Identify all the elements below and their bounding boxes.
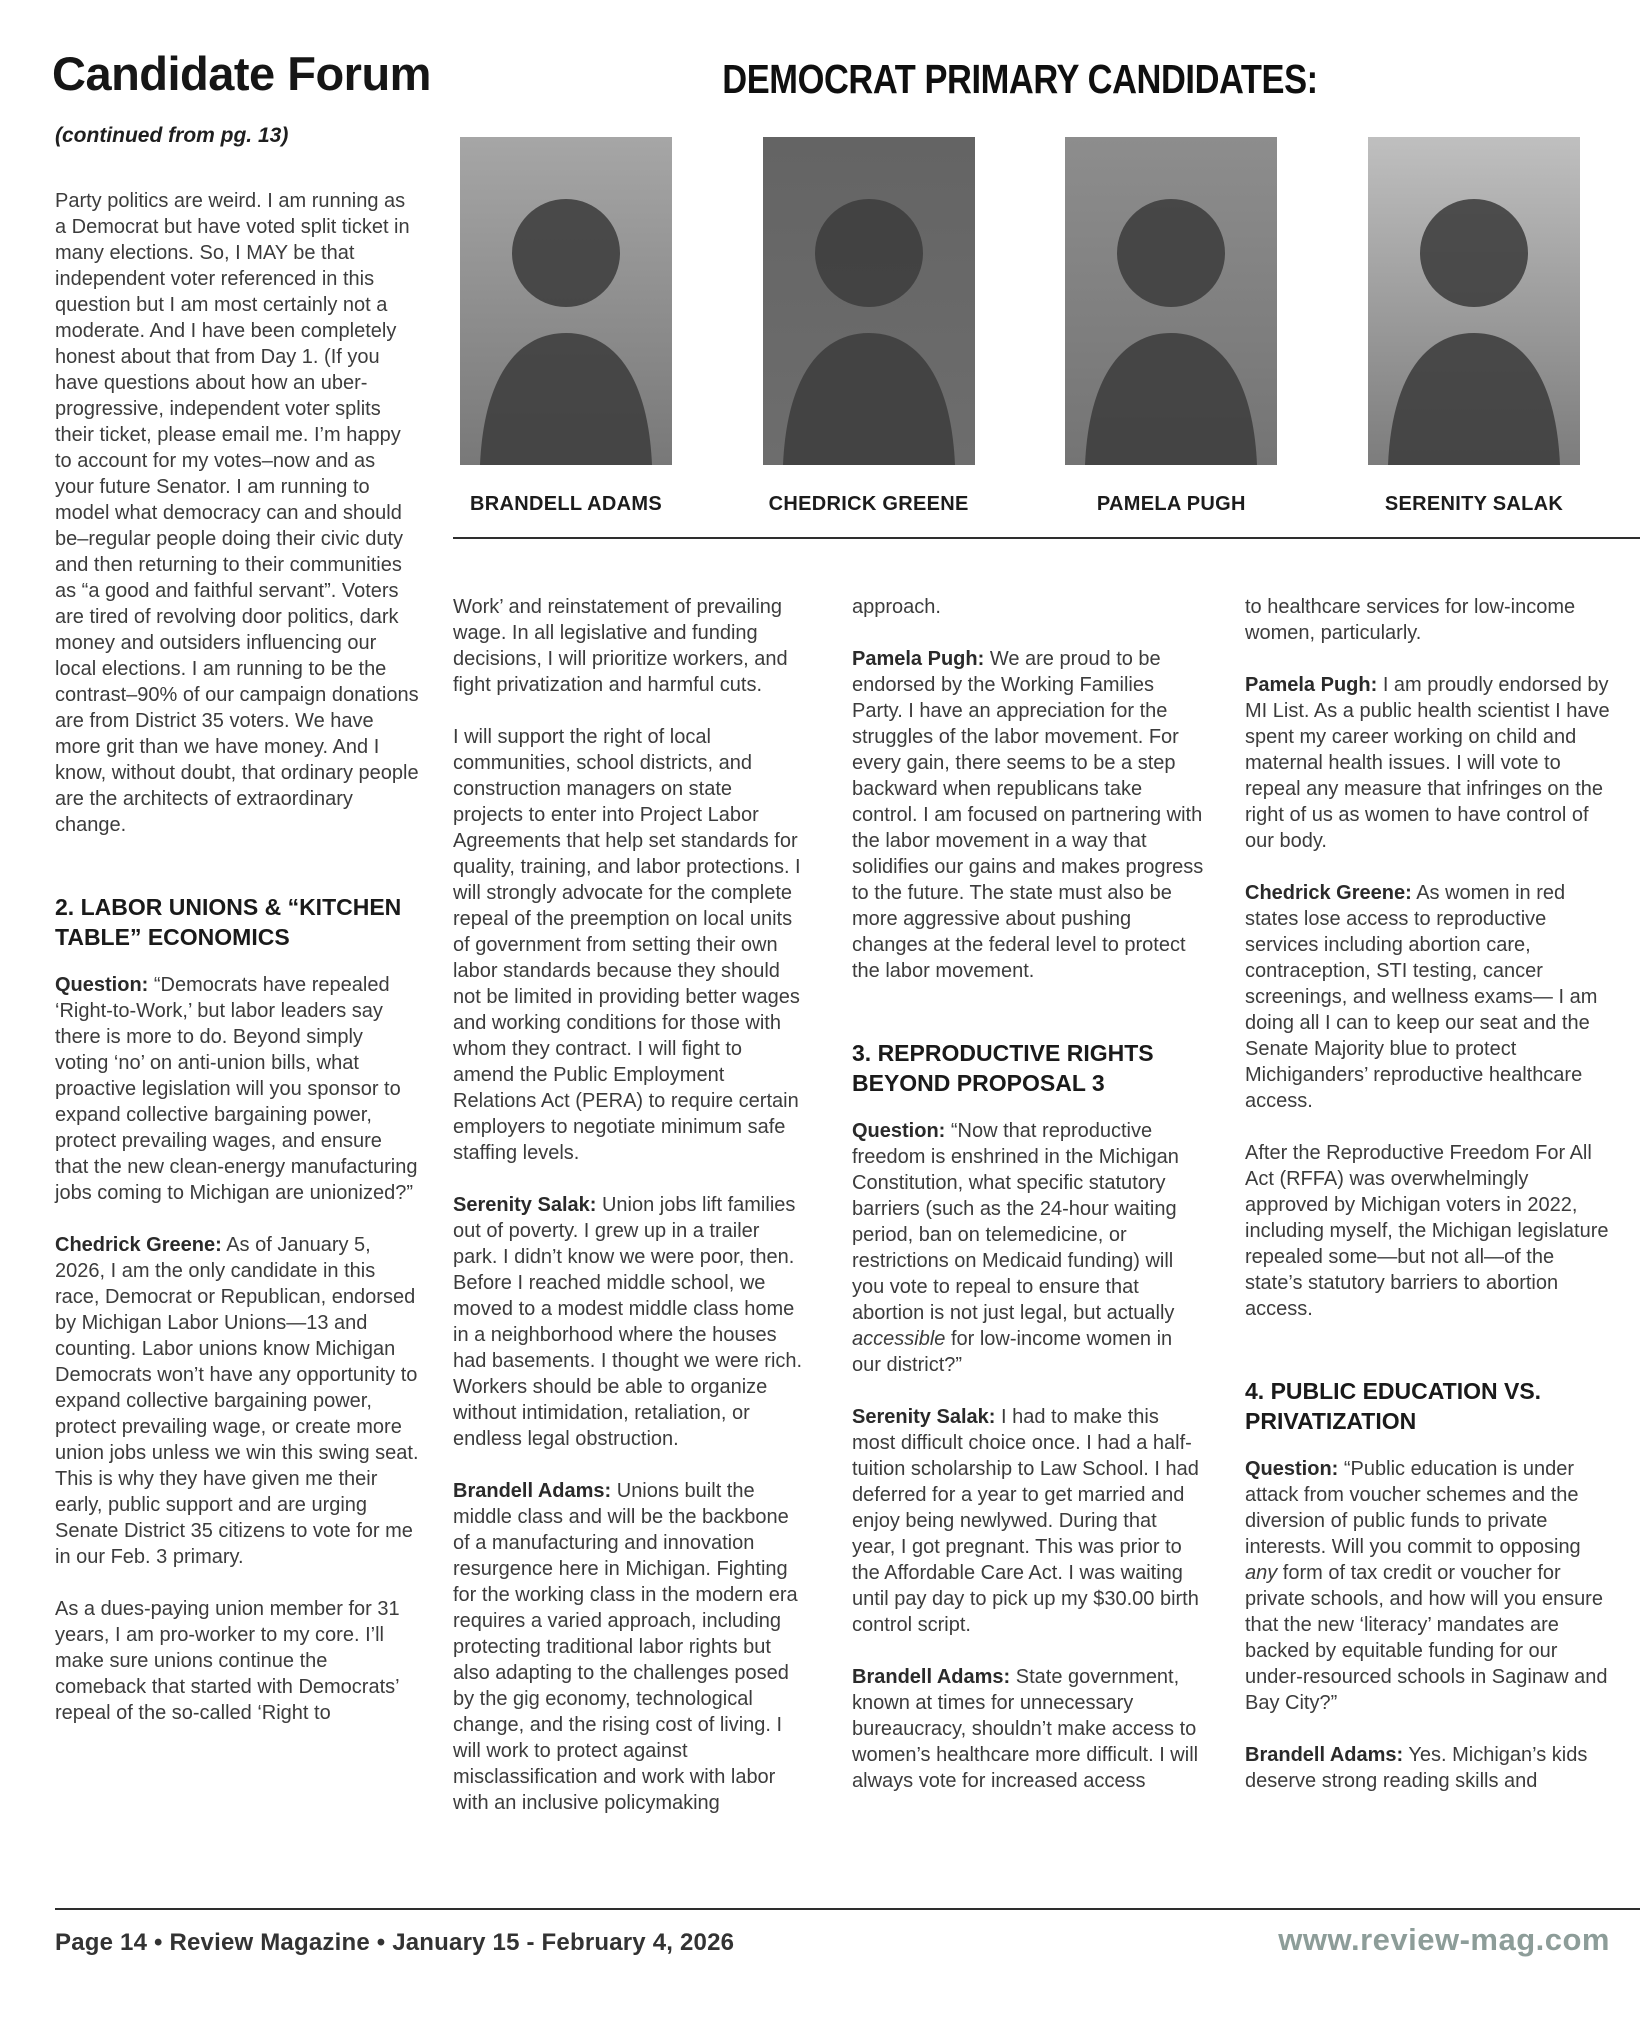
text-segment: Question: bbox=[55, 974, 149, 996]
candidate-name: BRANDELL ADAMS bbox=[470, 493, 662, 515]
text-segment: After the Reproductive Freedom For All Act (RFFA) was overwhelmingly approved by Michigan voters in 2022, including myself, the Michigan legislature repealed some—but not all—of the state’s statutory barriers to abortion access. bbox=[1245, 1142, 1609, 1320]
footer-page-info: Page 14 • Review Magazine • January 15 - February 4, 2026 bbox=[55, 1929, 735, 1956]
paragraph bbox=[55, 1596, 419, 1726]
paragraph bbox=[55, 972, 419, 1206]
text-segment: “Democrats have repealed ‘Right-to-Work,’ but labor leaders say there is more to do. Beyond simply voting ‘no’ on anti-union bills, what proactive legislation will you sponsor to expand collective bargaining power, protect prevailing wages, and ensure that the new clean-energy manufacturing jobs coming to Michigan are unionized?” bbox=[55, 974, 418, 1204]
text-segment: Serenity Salak: bbox=[852, 1406, 996, 1428]
section-heading: 4. PUBLIC EDUCATION VS. PRIVATIZATION bbox=[1245, 1378, 1542, 1434]
text-segment: Brandell Adams: bbox=[1245, 1744, 1404, 1766]
candidate-cell bbox=[1368, 137, 1580, 516]
person-silhouette-icon bbox=[460, 137, 672, 465]
text-segment: Question: bbox=[1245, 1458, 1339, 1480]
candidate-name: SERENITY SALAK bbox=[1384, 493, 1564, 515]
paragraph bbox=[1245, 1140, 1613, 1322]
text-segment: I will support the right of local communities, school districts, and construction managers on state projects to enter into Project Labor Agreements that help set standards for quality, training, and labor protections. I will strongly advocate for the complete repeal of the preemption on local units of government from setting their own labor standards because they should not be limited in providing better wages and working conditions for those with whom they contract. I will fight to amend the Public Employment Relations Act (PERA) to require certain employers to negotiate minimum safe staffing levels. bbox=[453, 726, 801, 1164]
candidate-name: CHEDRICK GREENE bbox=[768, 493, 969, 515]
column-3 bbox=[852, 594, 1204, 1820]
text-segment: “Public education is under attack from voucher schemes and the diversion of public funds to private interests. Will you commit to opposing bbox=[1245, 1458, 1581, 1558]
person-silhouette-icon bbox=[763, 137, 975, 465]
text-segment: Pamela Pugh: bbox=[852, 648, 985, 670]
text-segment: I am proudly endorsed by MI List. As a public health scientist I have spent my career working on child and maternal health issues. I will vote to repeal any measure that infringes on the right of us as women to have control of our body. bbox=[1245, 674, 1610, 852]
candidates-row bbox=[460, 137, 1580, 516]
candidate-cell bbox=[1065, 137, 1277, 516]
paragraph bbox=[852, 594, 1204, 620]
person-silhouette-icon bbox=[1065, 137, 1277, 465]
page-title: Candidate Forum bbox=[52, 47, 431, 100]
paragraph bbox=[852, 646, 1204, 984]
footer-divider bbox=[55, 1908, 1640, 1910]
candidate-photo bbox=[460, 137, 672, 465]
text-segment: As of January 5, 2026, I am the only candidate in this race, Democrat or Republican, endorsed by Michigan Labor Unions—13 and counting. Labor unions know Michigan Democrats won’t have any opportunity to expand collective bargaining power, protect prevailing wage, or create more union jobs unless we win this swing seat. This is why they have given me their early, public support and are urging Senate District 35 citizens to vote for me in our Feb. 3 primary. bbox=[55, 1234, 419, 1568]
text-segment: I had to make this most difficult choice once. I had a half-tuition scholarship to Law School. I had deferred for a year to get married and enjoy being newlywed. During that year, I got pregnant. This was prior to the Affordable Care Act. I was waiting until pay day to pick up my $30.00 birth control script. bbox=[852, 1406, 1199, 1636]
text-segment: Chedrick Greene: bbox=[55, 1234, 222, 1256]
text-segment: “Now that reproductive freedom is enshrined in the Michigan Constitution, what specific statutory barriers (such as the 24-hour waiting period, ban on telemedicine, or restrictions on Medicaid funding) will you vote to repeal to ensure that abortion is not just legal, but actually bbox=[852, 1120, 1179, 1324]
paragraph bbox=[453, 594, 805, 698]
text-segment: We are proud to be endorsed by the Working Families Party. I have an appreciation for the struggles of the labor movement. For every gain, there seems to be a step backward when republicans take control. I am focused on partnering with the labor movement in a way that solidifies our gains and makes progress to the future. The state must also be more aggressive about pushing changes at the federal level to protect the labor movement. bbox=[852, 648, 1204, 982]
text-segment: Pamela Pugh: bbox=[1245, 674, 1378, 696]
footer-website: www.review-mag.com bbox=[1278, 1922, 1610, 1957]
header-divider bbox=[453, 537, 1640, 539]
section-heading: 3. REPRODUCTIVE RIGHTS BEYOND PROPOSAL 3 bbox=[852, 1040, 1154, 1096]
paragraph bbox=[453, 724, 805, 1166]
paragraph bbox=[1245, 1742, 1613, 1794]
person-silhouette-icon bbox=[1368, 137, 1580, 465]
text-segment: Brandell Adams: bbox=[852, 1666, 1011, 1688]
column-2 bbox=[453, 594, 805, 1842]
text-segment: Brandell Adams: bbox=[453, 1480, 612, 1502]
continued-from-note: (continued from pg. 13) bbox=[55, 124, 289, 147]
text-segment: Question: bbox=[852, 1120, 946, 1142]
candidate-name: PAMELA PUGH bbox=[1096, 493, 1246, 515]
paragraph bbox=[55, 188, 419, 838]
column-4 bbox=[1245, 594, 1613, 1820]
paragraph bbox=[453, 1192, 805, 1452]
text-segment: Party politics are weird. I am running as a Democrat but have voted split ticket in many elections. So, I MAY be that independent voter referenced in this question but I am most certainly not a moderate. And I have been completely honest about that from Day 1. (If you have questions about how an uber-progressive, independent voter splits their ticket, please email me. I’m happy to account for my votes–now and as your future Senator. I am running to model what democracy can and should be–regular people doing their civic duty and then returning to their communities as “a good and faithful servant”. Voters are tired of revolving door politics, dark money and outsiders influencing our local elections. I am running to be the contrast–90% of our campaign donations are from District 35 voters. We have more grit than we have money. And I know, without doubt, that ordinary people are the architects of extraordinary change. bbox=[55, 190, 419, 836]
candidate-photo bbox=[1065, 137, 1277, 465]
text-segment: As women in red states lose access to reproductive services including abortion care, contraception, STI testing, cancer screenings, and wellness exams— I am doing all I can to keep our seat and the Senate Majority blue to protect Michiganders’ reproductive healthcare access. bbox=[1245, 882, 1598, 1112]
text-segment: accessible bbox=[852, 1328, 946, 1350]
paragraph bbox=[852, 1664, 1204, 1794]
text-segment: Union jobs lift families out of poverty. I grew up in a trailer park. I didn’t know we were poor, then. Before I reached middle school, we moved to a modest middle class home in a neighborhood where the houses had basements. I thought we were rich. Workers should be able to organize without intimidation, retaliation, or endless legal obstruction. bbox=[453, 1194, 803, 1450]
paragraph bbox=[55, 1232, 419, 1570]
text-segment: Unions built the middle class and will be the backbone of a manufacturing and innovation resurgence here in Michigan. Fighting for the working class in the modern era requires a varied approach, including protecting traditional labor rights but also adapting to the challenges posed by the gig economy, technological change, and the rising cost of living. I will work to protect against misclassification and work with labor with an inclusive policymaking bbox=[453, 1480, 798, 1814]
text-segment: approach. bbox=[852, 596, 941, 618]
paragraph bbox=[453, 1478, 805, 1816]
text-segment: Serenity Salak: bbox=[453, 1194, 597, 1216]
candidate-photo bbox=[1368, 137, 1580, 465]
candidates-section-header: DEMOCRAT PRIMARY CANDIDATES: bbox=[722, 56, 1318, 102]
text-segment: form of tax credit or voucher for private schools, and how will you ensure that the new ‘literacy’ mandates are backed by equitable funding for our under-resourced schools in Saginaw and Bay City?” bbox=[1245, 1562, 1608, 1714]
text-segment: Chedrick Greene: bbox=[1245, 882, 1412, 904]
paragraph bbox=[1245, 1456, 1613, 1716]
paragraph bbox=[852, 1118, 1204, 1378]
section-heading: 2. LABOR UNIONS & “KITCHEN TABLE” ECONOMICS bbox=[55, 894, 402, 950]
candidate-cell bbox=[460, 137, 672, 516]
text-segment: Yes. Michigan’s kids deserve strong reading skills and bbox=[1245, 1744, 1588, 1792]
text-segment: any bbox=[1245, 1562, 1278, 1584]
paragraph bbox=[1245, 672, 1613, 854]
text-segment: As a dues-paying union member for 31 years, I am pro-worker to my core. I’ll make sure unions continue the comeback that started with Democrats’ repeal of the so-called ‘Right to bbox=[55, 1598, 400, 1724]
text-segment: to healthcare services for low-income women, particularly. bbox=[1245, 596, 1576, 644]
paragraph bbox=[1245, 880, 1613, 1114]
paragraph bbox=[852, 1404, 1204, 1638]
text-segment: State government, known at times for unnecessary bureaucracy, shouldn’t make access to women’s healthcare more difficult. I will always vote for increased access bbox=[852, 1666, 1199, 1792]
column-1 bbox=[55, 188, 419, 1752]
text-segment: for low-income women in our district?” bbox=[852, 1328, 1173, 1376]
text-segment: Work’ and reinstatement of prevailing wage. In all legislative and funding decisions, I will prioritize workers, and fight privatization and harmful cuts. bbox=[453, 596, 788, 696]
candidate-photo bbox=[763, 137, 975, 465]
paragraph bbox=[1245, 594, 1613, 646]
candidate-cell bbox=[763, 137, 975, 516]
